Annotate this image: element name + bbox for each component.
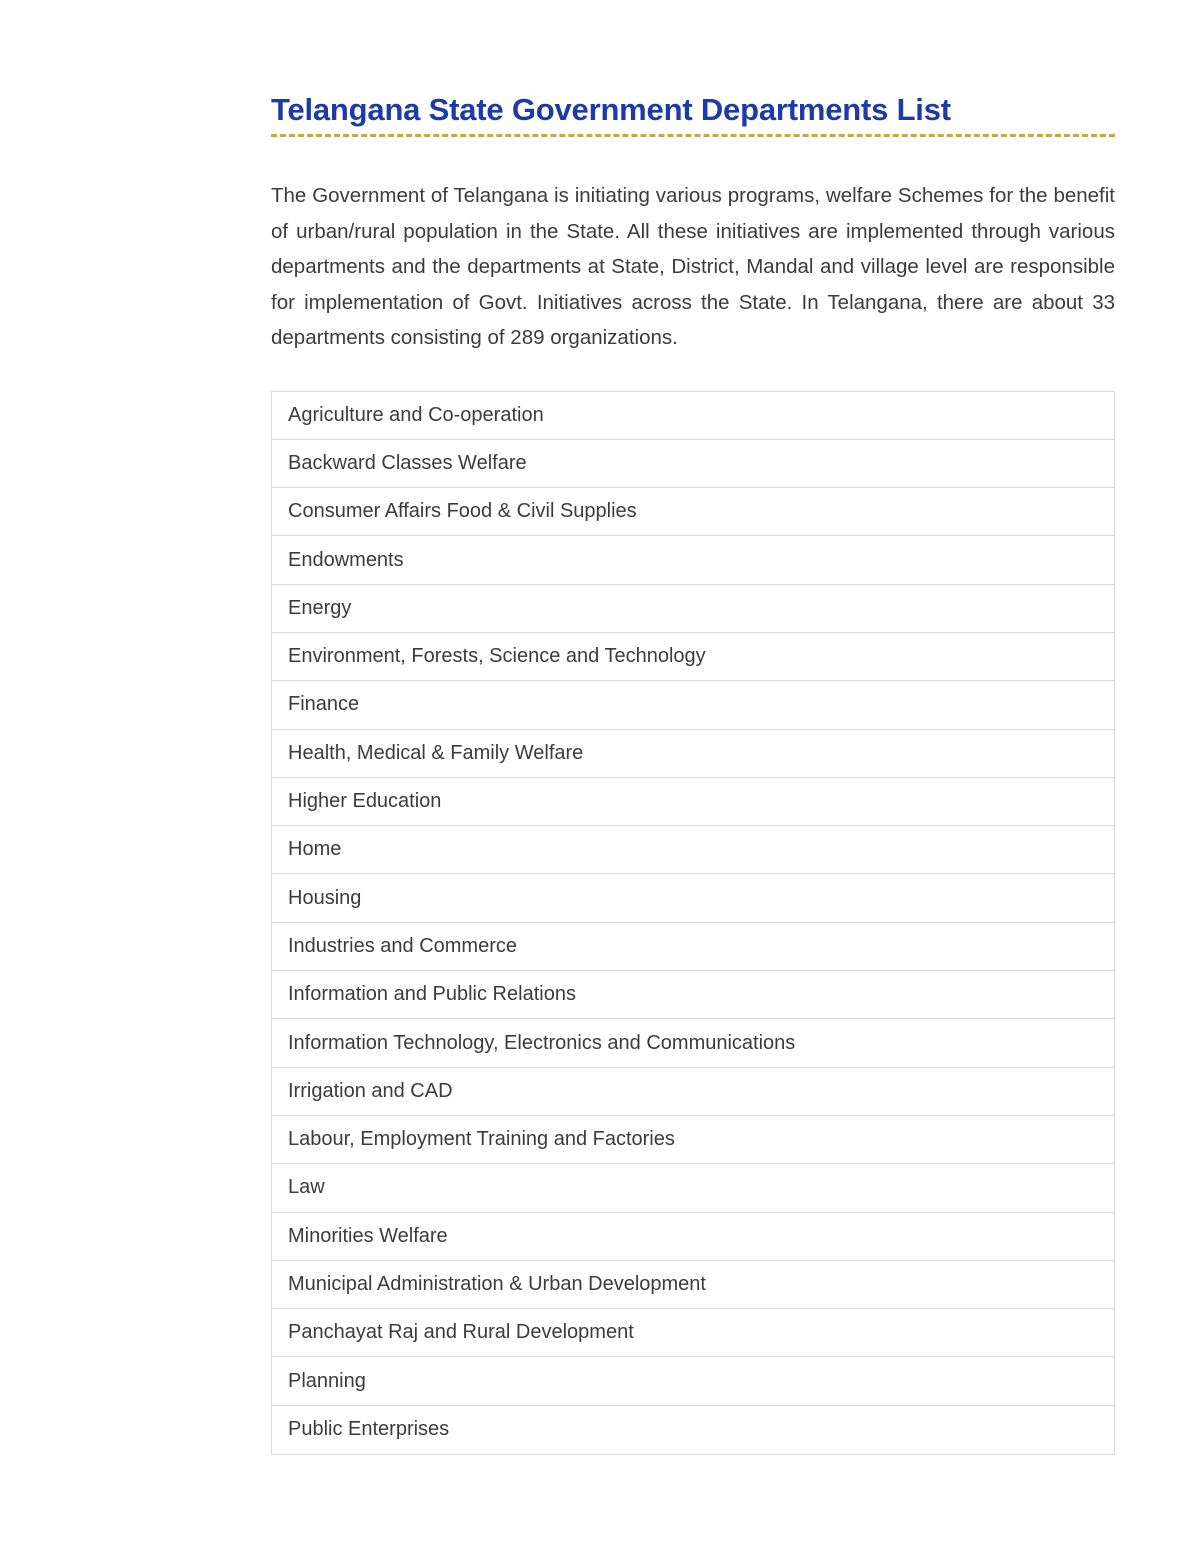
title-section (271, 90, 1115, 137)
department-item: Municipal Administration & Urban Development (272, 1261, 1114, 1309)
page-title: Telangana State Government Departments List (271, 92, 951, 127)
department-item: Information and Public Relations (272, 971, 1114, 1019)
department-item: Information Technology, Electronics and Communications (272, 1019, 1114, 1067)
department-item: Environment, Forests, Science and Technology (272, 633, 1114, 681)
department-item: Agriculture and Co-operation (272, 392, 1114, 440)
department-item: Irrigation and CAD (272, 1068, 1114, 1116)
department-item: Endowments (272, 536, 1114, 584)
department-item: Home (272, 826, 1114, 874)
department-list (271, 391, 1115, 1456)
department-item: Law (272, 1164, 1114, 1212)
department-item: Industries and Commerce (272, 923, 1114, 971)
department-item: Public Enterprises (288, 1418, 450, 1441)
department-item: Labour, Employment Training and Factories (272, 1116, 1114, 1164)
department-item: Backward Classes Welfare (272, 440, 1114, 488)
intro-paragraph: The Government of Telangana is initiating various programs, welfare Schemes for the benefit of urban/rural population in the State. All these initiatives are implemented through various departments and the departments at State, District, Mandal and village level are responsible for implementation of Govt. Initiatives across the State. In Telangana, there are about 33 departments consisting of 289 organizations. (271, 184, 1115, 349)
department-item: Energy (272, 585, 1114, 633)
department-item: Health, Medical & Family Welfare (272, 730, 1114, 778)
department-item: Finance (272, 681, 1114, 729)
department-item: Higher Education (272, 778, 1114, 826)
department-item: Consumer Affairs Food & Civil Supplies (272, 488, 1114, 536)
department-item: Minorities Welfare (272, 1213, 1114, 1261)
main-content (271, 90, 1115, 1455)
department-item: Housing (272, 874, 1114, 922)
department-item: Planning (272, 1357, 1114, 1405)
department-item: Panchayat Raj and Rural Development (272, 1309, 1114, 1357)
